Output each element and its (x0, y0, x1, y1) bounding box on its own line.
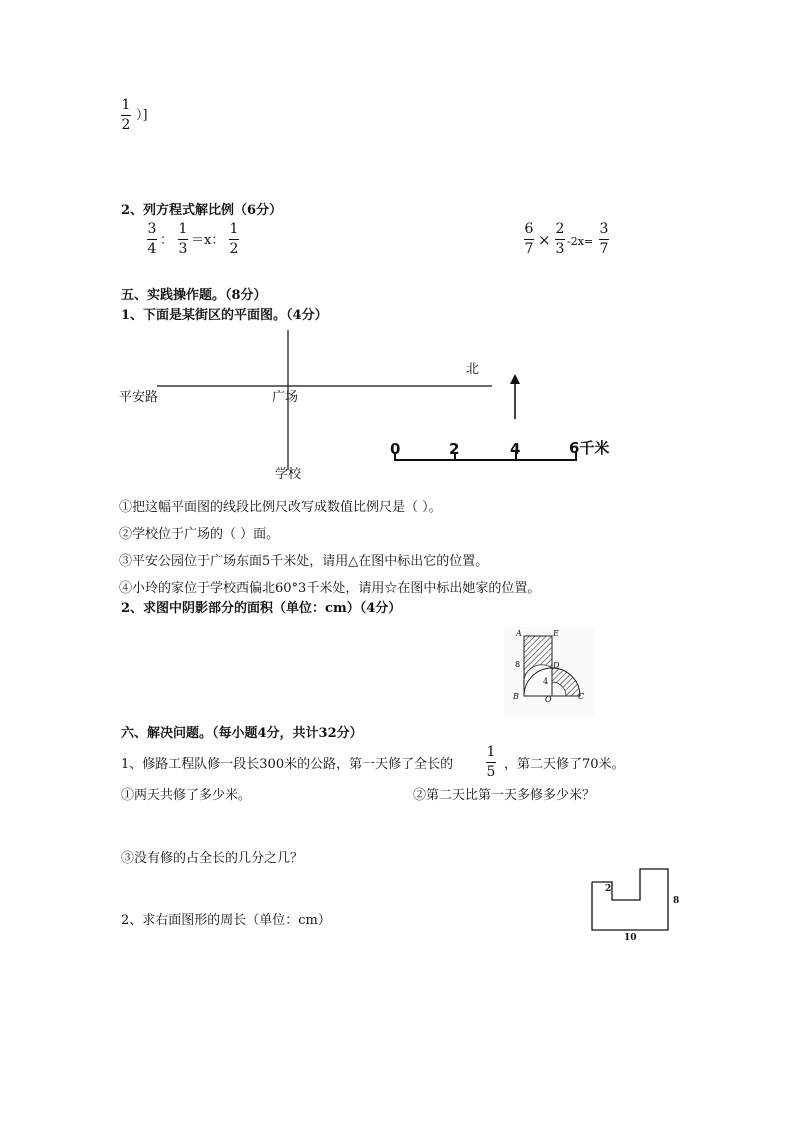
sec6-q1-frac-num: 1 (486, 744, 496, 760)
sec6-q1-a: ①两天共修了多少米。 (121, 788, 252, 803)
shape-label-10: 10 (624, 933, 637, 943)
eq1-a-num: 3 (147, 221, 157, 237)
eq2-c-den: 7 (599, 241, 609, 257)
sec5-q1-title: 1、下面是某街区的平面图。（4分） (121, 308, 328, 323)
fig-label-A: A (516, 629, 522, 638)
north-arrow-head (510, 374, 520, 384)
square-label: 广场 (272, 390, 299, 405)
top-fraction-numerator: 1 (121, 97, 131, 113)
sec6-q1-pre: 1、修路工程队修一段长300米的公路，第一天修了全长的 (121, 757, 454, 772)
eq2-times: × (538, 231, 551, 249)
eq2-b-num: 2 (555, 221, 565, 237)
sec5-item-1: ①把这幅平面图的线段比例尺改写成数值比例尺是（ ）。 (119, 500, 442, 515)
sec6-q2: 2、求右面图形的周长（单位：cm） (121, 913, 331, 928)
eq1-c-num: 1 (229, 221, 239, 237)
school-label: 学校 (275, 467, 302, 482)
sec5-q2-title: 2、求图中阴影部分的面积（单位：cm）（4分） (121, 601, 402, 616)
top-bracket-suffix: ）] (136, 108, 148, 123)
north-label: 北 (466, 362, 480, 377)
fig-label-O: O (545, 695, 552, 704)
scale-label-0: 0 (390, 440, 401, 458)
scale-label-6km: 6千米 (569, 439, 610, 457)
fig-label-side: 8 (515, 660, 521, 669)
shape-label-8: 8 (673, 896, 680, 906)
fig-label-D: D (553, 661, 560, 670)
eq1-c-den: 2 (229, 241, 239, 257)
sec6-q1-c: ③没有修的占全长的几分之几？ (121, 851, 304, 866)
sec5-item-4: ④小玲的家位于学校西偏北60°3千米处，请用☆在图中标出她家的位置。 (119, 581, 541, 596)
eq1-b-num: 1 (178, 221, 188, 237)
shape-label-2: 2 (605, 884, 612, 894)
top-fraction-denominator: 2 (121, 117, 131, 133)
road-label: 平安路 (119, 390, 159, 405)
eq2-c-num: 3 (599, 221, 609, 237)
sec6-title: 六、解决问题。（每小题4分，共计32分） (121, 726, 363, 741)
fig-label-E: E (553, 629, 559, 638)
sec4-q2-title: 2、列方程式解比例（6分） (121, 203, 283, 218)
scale-label-2: 2 (449, 440, 460, 458)
sec5-item-3: ③平安公园位于广场东面5千米处，请用△在图中标出它的位置。 (119, 554, 489, 569)
eq2-a-den: 7 (524, 241, 534, 257)
sec6-q1-fraction (486, 745, 496, 780)
scale-label-4: 4 (510, 440, 521, 458)
sec6-q1-post: ，第二天修了70米。 (504, 757, 625, 772)
sec6-q1-b: ②第二天比第一天多修多少米？ (413, 788, 596, 803)
eq1-a-den: 4 (147, 241, 157, 257)
eq2-mid: -2x= (567, 235, 594, 248)
fig-label-radius: 4 (543, 677, 549, 686)
sec6-q1-frac-den: 5 (486, 764, 496, 780)
eq1-sep1: ： (160, 233, 174, 248)
sec5-item-2: ②学校位于广场的（ ）面。 (119, 527, 280, 542)
fig-label-B: B (513, 692, 519, 701)
fraction-bar (486, 762, 496, 763)
eq2-a-num: 6 (524, 221, 534, 237)
eq1-mid: ＝x： (191, 233, 225, 248)
fig-label-C: C (578, 692, 585, 701)
eq1-b-den: 3 (178, 241, 188, 257)
eq2-b-den: 3 (555, 241, 565, 257)
sec5-title: 五、实践操作题。（8分） (121, 288, 267, 303)
scale-bar (395, 452, 577, 461)
